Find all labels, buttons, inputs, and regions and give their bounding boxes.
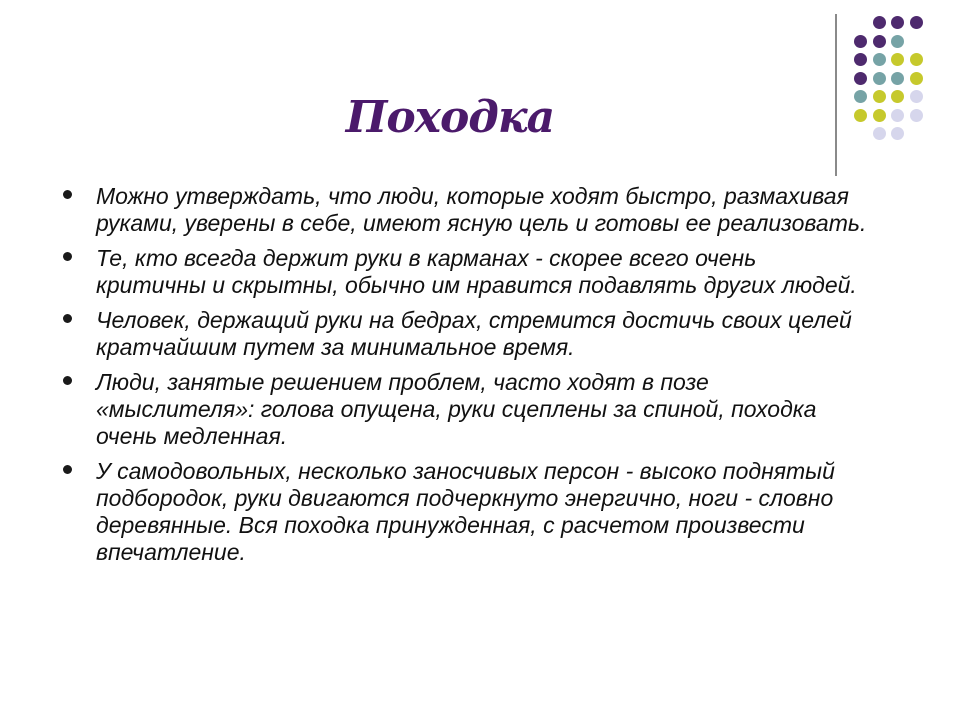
decorative-dot: [891, 109, 904, 122]
decorative-dot: [891, 53, 904, 66]
decorative-dot: [873, 16, 886, 29]
bullet-text: Люди, занятые решением проблем, часто ходят в позе «мыслителя»: голова опущена, руки сцеплены за спиной, походка очень медленная.: [96, 369, 817, 449]
decorative-dot: [910, 72, 923, 85]
decorative-dot: [891, 90, 904, 103]
bullet-item: [60, 369, 870, 450]
bullet-icon: [63, 465, 72, 474]
bullet-icon: [63, 376, 72, 385]
bullet-text: Те, кто всегда держит руки в карманах - скорее всего очень критичны и скрытны, обычно им нравится подавлять других людей.: [96, 245, 857, 298]
decorative-dot: [854, 72, 867, 85]
bullet-item: [60, 183, 870, 237]
decorative-dot: [873, 35, 886, 48]
decorative-dot: [873, 90, 886, 103]
decorative-dot: [910, 16, 923, 29]
decorative-dot: [873, 53, 886, 66]
decorative-divider: [835, 14, 837, 176]
decorative-dot: [910, 90, 923, 103]
bullet-text: Можно утверждать, что люди, которые ходят быстро, размахивая руками, уверены в себе, имеют ясную цель и готовы ее реализовать.: [96, 183, 867, 236]
decorative-dot: [854, 109, 867, 122]
decorative-dot: [873, 72, 886, 85]
bullet-list: [60, 183, 870, 574]
bullet-text: Человек, держащий руки на бедрах, стремится достичь своих целей кратчайшим путем за минимальное время.: [96, 307, 852, 360]
decorative-dot: [854, 90, 867, 103]
bullet-text: У самодовольных, несколько заносчивых персон - высоко поднятый подбородок, руки двигаются подчеркнуто энергично, ноги - словно деревянные. Вся походка принужденная, с расчетом произвести впечатление.: [96, 458, 835, 565]
decorative-dot: [910, 53, 923, 66]
bullet-icon: [63, 314, 72, 323]
bullet-item: [60, 307, 870, 361]
decorative-dot: [854, 35, 867, 48]
decorative-dot: [891, 127, 904, 140]
bullet-icon: [63, 252, 72, 261]
decorative-dot: [891, 16, 904, 29]
decorative-dot: [873, 127, 886, 140]
bullet-item: [60, 458, 870, 566]
decorative-dot: [873, 109, 886, 122]
decorative-dot: [891, 72, 904, 85]
bullet-item: [60, 245, 870, 299]
slide-title: Походка: [345, 92, 555, 143]
decorative-dot: [854, 53, 867, 66]
decorative-dot: [891, 35, 904, 48]
decorative-dot: [910, 109, 923, 122]
bullet-icon: [63, 190, 72, 199]
